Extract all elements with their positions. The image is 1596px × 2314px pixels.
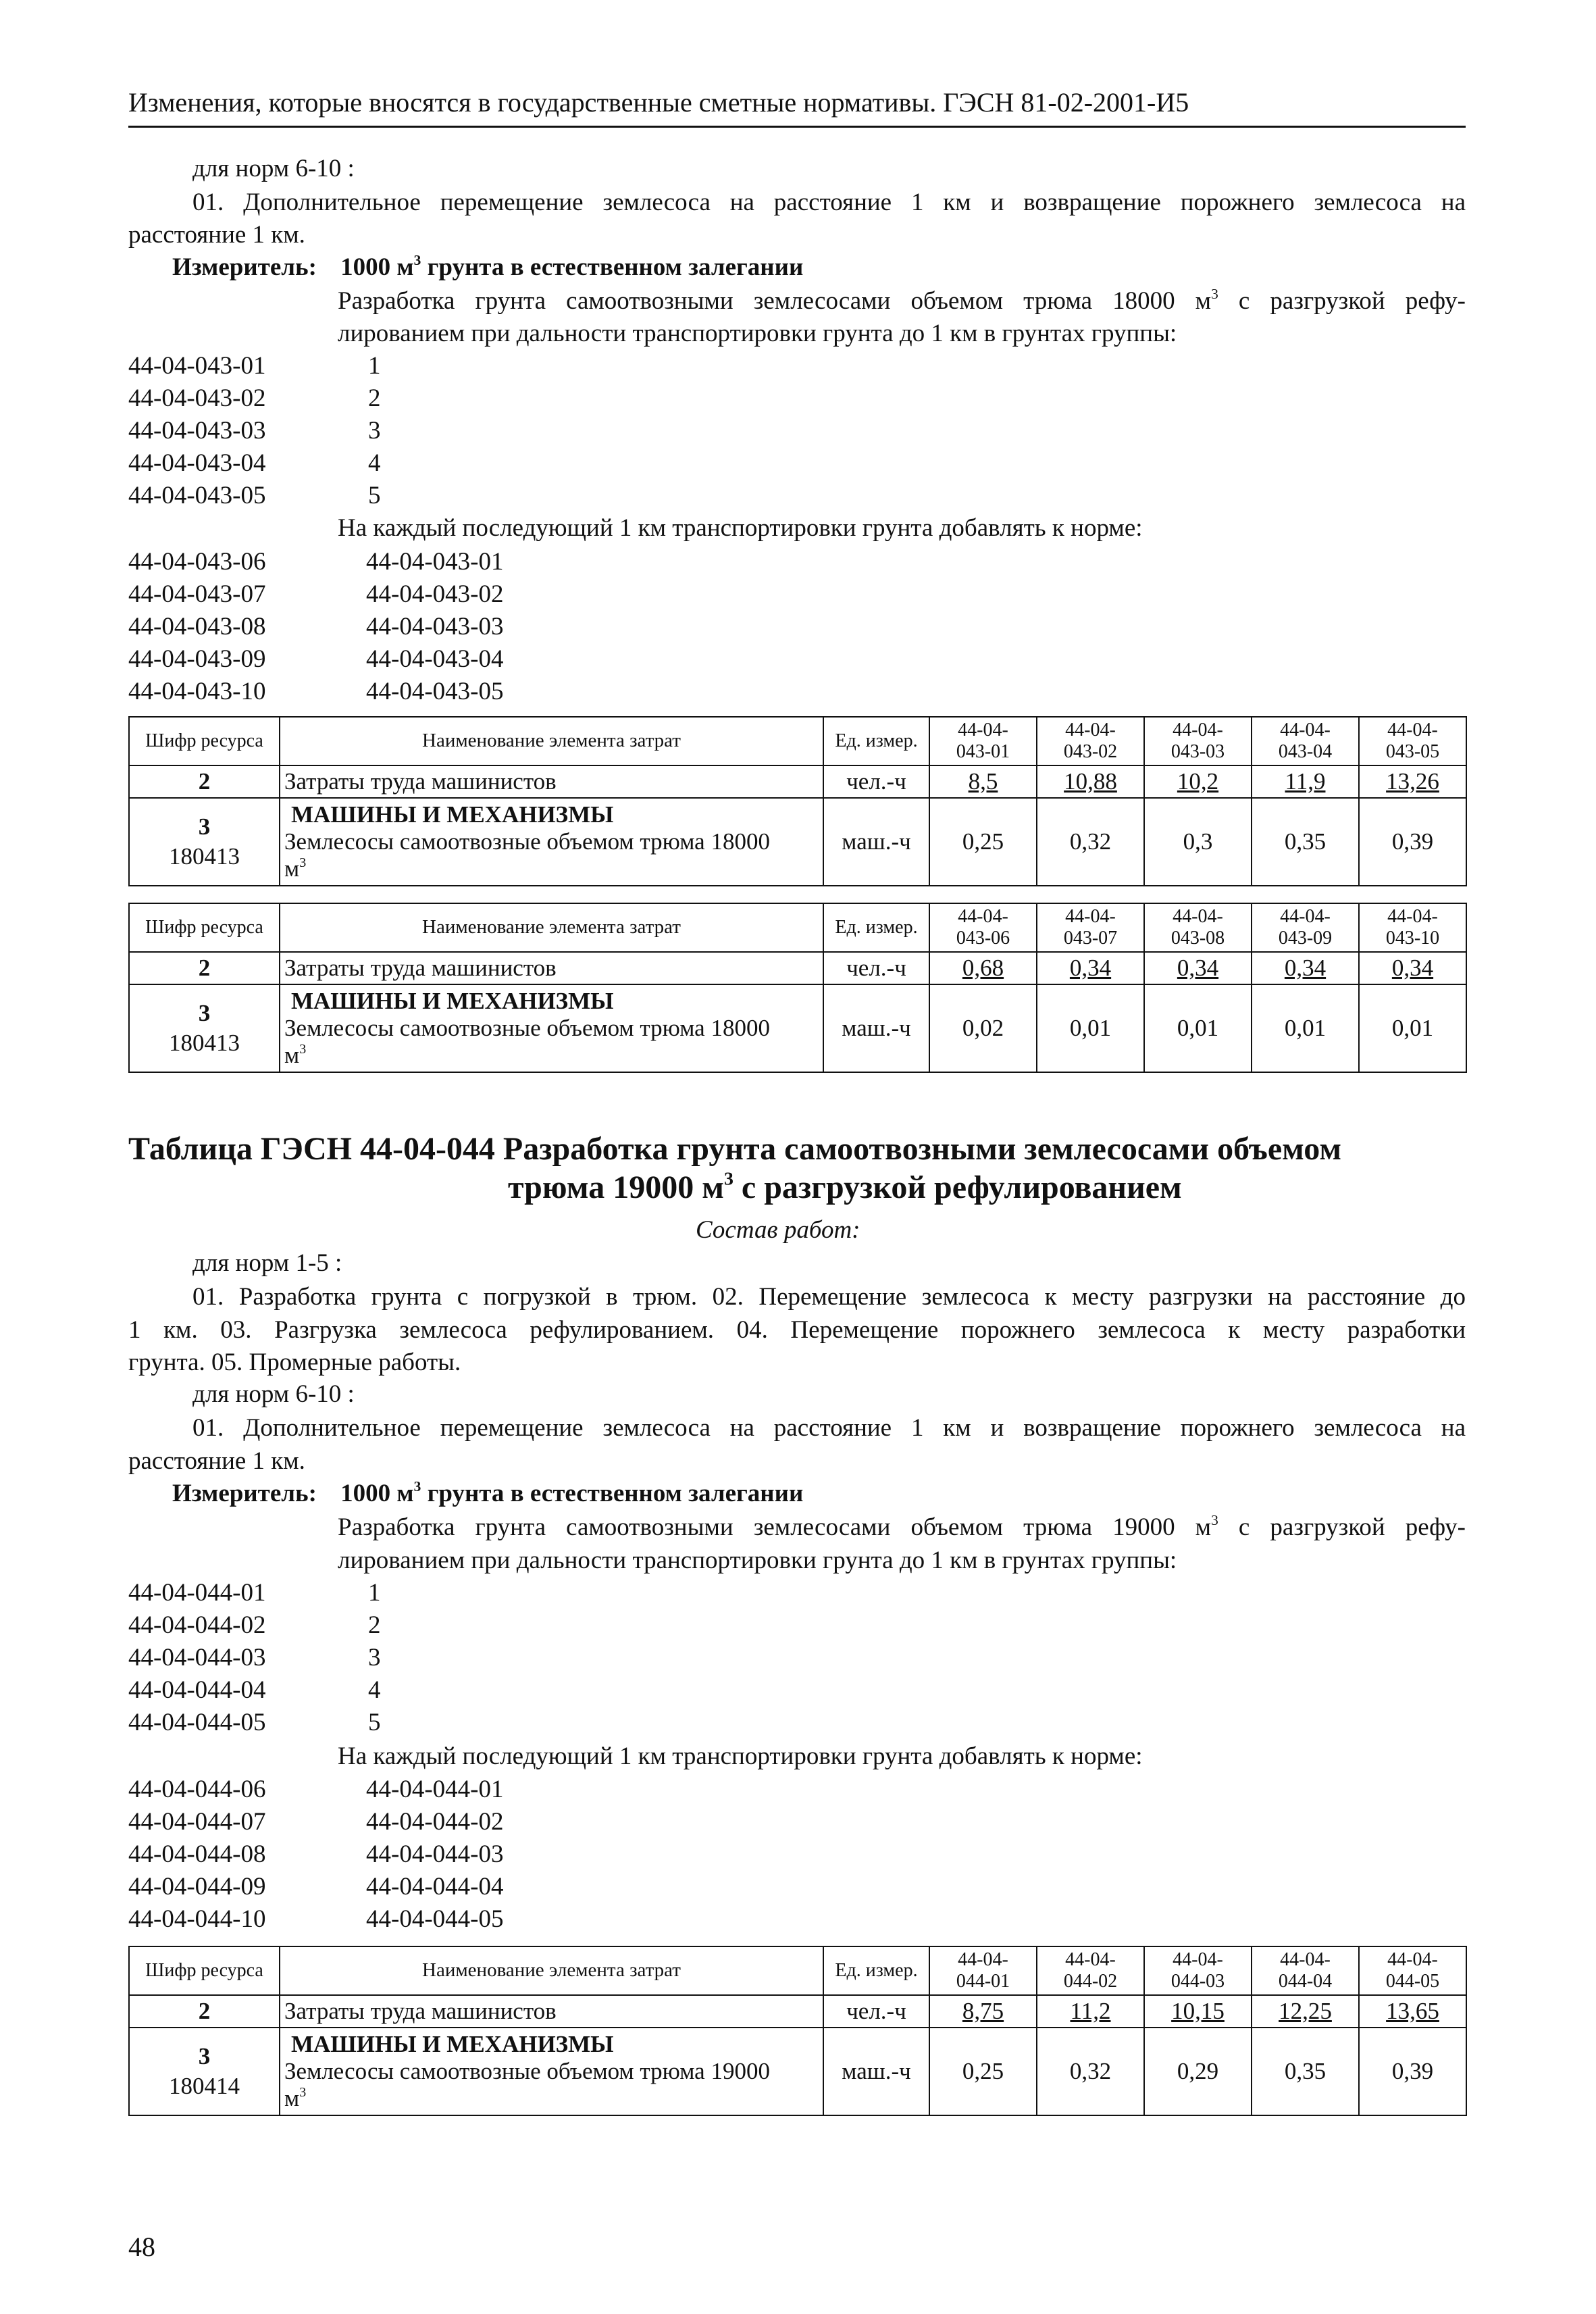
- col-norm-code: 44-04- 044-04: [1252, 1946, 1359, 1995]
- table-header-row: [129, 903, 1466, 952]
- col-norm-code: 44-04- 043-10: [1359, 903, 1466, 952]
- norm-code: 44-04-044-07: [128, 1808, 266, 1836]
- base-norm-code: 44-04-043-03: [366, 613, 504, 640]
- description-sup: 3: [1211, 1511, 1218, 1528]
- element-name: [280, 984, 823, 1073]
- norm-code: 44-04-044-01: [128, 1579, 266, 1607]
- work-item-text: грунта. 05. Промерные работы.: [128, 1349, 461, 1376]
- col-norm-code: 44-04- 043-04: [1252, 717, 1359, 765]
- measure-sup: 3: [413, 251, 421, 268]
- value-cell: 0,34: [1359, 952, 1466, 984]
- work-item-text: 01. Дополнительное перемещение землесоса на расстояние 1 км и возвращение порожнего землесоса на: [192, 188, 1466, 216]
- element-name: [280, 2028, 823, 2116]
- caption-text: трюма 19000 м: [508, 1169, 724, 1205]
- col-resource-code: Шифр ресурса: [129, 1946, 280, 1995]
- norm-code: 44-04-044-04: [128, 1676, 266, 1704]
- resource-code: [129, 984, 280, 1073]
- soil-group: 4: [368, 449, 381, 477]
- norm-code: 44-04-044-10: [128, 1905, 266, 1933]
- measure-tail: грунта в естественном залегании: [421, 253, 804, 281]
- base-norm-code: 44-04-044-02: [366, 1808, 504, 1836]
- norm-code: 44-04-043-09: [128, 645, 266, 673]
- group-code: 3: [198, 2043, 211, 2070]
- col-norm-code: 44-04- 043-03: [1144, 717, 1252, 765]
- value-cell: 0,35: [1252, 798, 1359, 886]
- element-name: [280, 798, 823, 886]
- value-cell: 0,34: [1252, 952, 1359, 984]
- description-text: Разработка грунта самоотвозными землесосами объемом трюма 19000 м: [338, 1513, 1212, 1541]
- group-code: 3: [198, 1000, 211, 1027]
- norm-code: 44-04-043-08: [128, 613, 266, 640]
- value-cell: 12,25: [1252, 1995, 1359, 2028]
- description-line: [338, 1511, 1466, 1544]
- norm-code: 44-04-043-03: [128, 417, 266, 445]
- col-resource-code: Шифр ресурса: [129, 717, 280, 765]
- col-norm-code: 44-04- 044-05: [1359, 1946, 1466, 1995]
- col-resource-code: Шифр ресурса: [129, 903, 280, 952]
- table-header-row: [129, 717, 1466, 765]
- soil-group: 2: [368, 384, 381, 412]
- measure-value: 1000 м: [340, 253, 414, 281]
- resource-table-2: [128, 903, 1467, 1073]
- value-cell: 0,32: [1037, 2028, 1144, 2116]
- norm-code: 44-04-043-04: [128, 449, 266, 477]
- col-unit: Ед. измер.: [823, 903, 929, 952]
- table-row: [129, 765, 1466, 798]
- value-cell: 0,34: [1144, 952, 1252, 984]
- each-km-text: На каждый последующий 1 км транспортировки грунта добавлять к норме:: [338, 1742, 1143, 1770]
- soil-group: 2: [368, 1611, 381, 1639]
- composition-label: Состав работ:: [696, 1216, 860, 1244]
- value-cell: 13,65: [1359, 1995, 1466, 2028]
- group-title: МАШИНЫ И МЕХАНИЗМЫ: [291, 2030, 614, 2057]
- value-cell: 0,01: [1037, 984, 1144, 1073]
- value-cell: 0,01: [1252, 984, 1359, 1073]
- col-norm-code: 44-04- 043-05: [1359, 717, 1466, 765]
- resource-code-value: 180414: [169, 2072, 240, 2099]
- col-unit: Ед. измер.: [823, 717, 929, 765]
- unit: чел.-ч: [823, 765, 929, 798]
- value-cell: 0,25: [929, 798, 1037, 886]
- measure-label: Измеритель:: [172, 253, 317, 281]
- element-name-text: Землесосы самоотвозные объемом трюма 18000: [284, 1014, 770, 1041]
- col-norm-code: 44-04- 043-01: [929, 717, 1037, 765]
- col-element-name: Наименование элемента затрат: [280, 1946, 823, 1995]
- soil-group: 4: [368, 1676, 381, 1704]
- soil-group: 3: [368, 1644, 381, 1671]
- resource-code: 2: [129, 952, 280, 984]
- table-caption-line-2: [508, 1167, 1182, 1209]
- norm-code: 44-04-044-05: [128, 1709, 266, 1736]
- norms-1-5-label: для норм 1-5 :: [192, 1249, 342, 1277]
- col-norm-code: 44-04- 044-01: [929, 1946, 1037, 1995]
- work-item-text-cont: расстояние 1 км.: [128, 1447, 305, 1475]
- caption-text-end: с разгрузкой рефулированием: [733, 1169, 1182, 1205]
- measure-line: [172, 251, 803, 284]
- description-text-end: с разгрузкой рефу-: [1218, 1513, 1466, 1541]
- each-km-text: На каждый последующий 1 км транспортировки грунта добавлять к норме:: [338, 514, 1143, 542]
- unit: маш.-ч: [823, 984, 929, 1073]
- table-row: [129, 2028, 1466, 2116]
- base-norm-code: 44-04-044-03: [366, 1840, 504, 1868]
- value-cell: 0,39: [1359, 798, 1466, 886]
- value-cell: 0,01: [1144, 984, 1252, 1073]
- table-row: [129, 1995, 1466, 2028]
- soil-group: 5: [368, 482, 381, 509]
- table-row: [129, 952, 1466, 984]
- group-code: 3: [198, 813, 211, 840]
- value-cell: 0,02: [929, 984, 1037, 1073]
- norm-code: 44-04-043-07: [128, 580, 266, 608]
- norm-code: 44-04-044-03: [128, 1644, 266, 1671]
- norm-code: 44-04-044-08: [128, 1840, 266, 1868]
- value-cell: 10,88: [1037, 765, 1144, 798]
- element-name: Затраты труда машинистов: [280, 1995, 823, 2028]
- description-text: Разработка грунта самоотвозными землесосами объемом трюма 18000 м: [338, 287, 1212, 315]
- norm-code: 44-04-043-02: [128, 384, 266, 412]
- group-title: МАШИНЫ И МЕХАНИЗМЫ: [291, 801, 614, 828]
- col-norm-code: 44-04- 043-02: [1037, 717, 1144, 765]
- norm-code: 44-04-044-06: [128, 1776, 266, 1803]
- work-item-text: 01. Дополнительное перемещение землесоса на расстояние 1 км и возвращение порожнего землесоса на: [192, 1414, 1466, 1442]
- value-cell: 0,35: [1252, 2028, 1359, 2116]
- unit: чел.-ч: [823, 952, 929, 984]
- resource-code: 2: [129, 1995, 280, 2028]
- col-norm-code: 44-04- 043-06: [929, 903, 1037, 952]
- value-cell: 8,75: [929, 1995, 1037, 2028]
- measure-tail: грунта в естественном залегании: [421, 1480, 804, 1507]
- col-unit: Ед. измер.: [823, 1946, 929, 1995]
- table-row: [129, 984, 1466, 1073]
- value-cell: 10,15: [1144, 1995, 1252, 2028]
- unit: маш.-ч: [823, 2028, 929, 2116]
- base-norm-code: 44-04-043-01: [366, 548, 504, 576]
- work-item-text: 01. Разработка грунта с погрузкой в трюм. 02. Перемещение землесоса к месту разгрузки на расстояние до: [192, 1283, 1466, 1311]
- resource-code: 2: [129, 765, 280, 798]
- soil-group: 1: [368, 352, 381, 380]
- element-name: Затраты труда машинистов: [280, 952, 823, 984]
- element-unit: м: [284, 855, 300, 882]
- value-cell: 0,39: [1359, 2028, 1466, 2116]
- col-norm-code: 44-04- 044-02: [1037, 1946, 1144, 1995]
- col-element-name: Наименование элемента затрат: [280, 903, 823, 952]
- value-cell: 11,9: [1252, 765, 1359, 798]
- resource-code-value: 180413: [169, 842, 240, 870]
- value-cell: 0,01: [1359, 984, 1466, 1073]
- value-cell: 0,32: [1037, 798, 1144, 886]
- work-item-text-cont: расстояние 1 км.: [128, 221, 305, 249]
- element-unit-sup: 3: [299, 2084, 307, 2100]
- element-unit-sup: 3: [299, 1041, 307, 1057]
- measure-sup: 3: [413, 1478, 421, 1494]
- measure-line: [172, 1478, 803, 1510]
- element-name: Затраты труда машинистов: [280, 765, 823, 798]
- measure-value: 1000 м: [340, 1480, 414, 1507]
- description-text-end: с разгрузкой рефу-: [1218, 287, 1466, 315]
- resource-code: [129, 798, 280, 886]
- norm-code: 44-04-044-02: [128, 1611, 266, 1639]
- description-line-2: лированием при дальности транспортировки грунта до 1 км в грунтах группы:: [338, 1546, 1177, 1574]
- unit: маш.-ч: [823, 798, 929, 886]
- resource-code-value: 180413: [169, 1029, 240, 1056]
- table-row: [129, 798, 1466, 886]
- norm-code: 44-04-043-01: [128, 352, 266, 380]
- base-norm-code: 44-04-044-04: [366, 1873, 504, 1901]
- norms-6-10-label: для норм 6-10 :: [192, 155, 355, 182]
- work-item-text: 1 км. 03. Разгрузка землесоса рефулированием. 04. Перемещение порожнего землесоса к месту разработки: [128, 1316, 1466, 1344]
- base-norm-code: 44-04-044-05: [366, 1905, 504, 1933]
- measure-label: Измеритель:: [172, 1480, 317, 1507]
- resource-code: [129, 2028, 280, 2116]
- resource-table-3: [128, 1946, 1467, 2116]
- col-element-name: Наименование элемента затрат: [280, 717, 823, 765]
- soil-group: 3: [368, 417, 381, 445]
- base-norm-code: 44-04-043-04: [366, 645, 504, 673]
- element-name-text: Землесосы самоотвозные объемом трюма 19000: [284, 2057, 770, 2084]
- group-title: МАШИНЫ И МЕХАНИЗМЫ: [291, 987, 614, 1014]
- page-header: Изменения, которые вносятся в государственные сметные нормативы. ГЭСН 81-02-2001-И5: [128, 85, 1466, 128]
- norm-code: 44-04-043-05: [128, 482, 266, 509]
- col-norm-code: 44-04- 043-09: [1252, 903, 1359, 952]
- resource-table-1: [128, 716, 1467, 886]
- description-sup: 3: [1211, 285, 1218, 302]
- value-cell: 0,68: [929, 952, 1037, 984]
- norm-code: 44-04-043-10: [128, 678, 266, 705]
- description-line-2: лированием при дальности транспортировки грунта до 1 км в грунтах группы:: [338, 320, 1177, 347]
- col-norm-code: 44-04- 043-08: [1144, 903, 1252, 952]
- base-norm-code: 44-04-044-01: [366, 1776, 504, 1803]
- base-norm-code: 44-04-043-02: [366, 580, 504, 608]
- caption-sup: 3: [723, 1168, 733, 1190]
- element-name-text: Землесосы самоотвозные объемом трюма 18000: [284, 828, 770, 855]
- unit: чел.-ч: [823, 1995, 929, 2028]
- base-norm-code: 44-04-043-05: [366, 678, 504, 705]
- table-caption-line-1: Таблица ГЭСН 44-04-044 Разработка грунта самоотвозными землесосами объемом: [128, 1131, 1342, 1167]
- norm-code: 44-04-043-06: [128, 548, 266, 576]
- value-cell: 0,29: [1144, 2028, 1252, 2116]
- value-cell: 13,26: [1359, 765, 1466, 798]
- value-cell: 10,2: [1144, 765, 1252, 798]
- element-unit: м: [284, 1042, 300, 1068]
- element-unit: м: [284, 2085, 300, 2111]
- value-cell: 0,34: [1037, 952, 1144, 984]
- norm-code: 44-04-044-09: [128, 1873, 266, 1901]
- table-header-row: [129, 1946, 1466, 1995]
- value-cell: 8,5: [929, 765, 1037, 798]
- norms-6-10-label: для норм 6-10 :: [192, 1380, 355, 1408]
- element-unit-sup: 3: [299, 855, 307, 870]
- value-cell: 0,3: [1144, 798, 1252, 886]
- soil-group: 1: [368, 1579, 381, 1607]
- col-norm-code: 44-04- 044-03: [1144, 1946, 1252, 1995]
- soil-group: 5: [368, 1709, 381, 1736]
- value-cell: 11,2: [1037, 1995, 1144, 2028]
- description-line: [338, 285, 1466, 318]
- page-number: 48: [128, 2232, 155, 2262]
- col-norm-code: 44-04- 043-07: [1037, 903, 1144, 952]
- value-cell: 0,25: [929, 2028, 1037, 2116]
